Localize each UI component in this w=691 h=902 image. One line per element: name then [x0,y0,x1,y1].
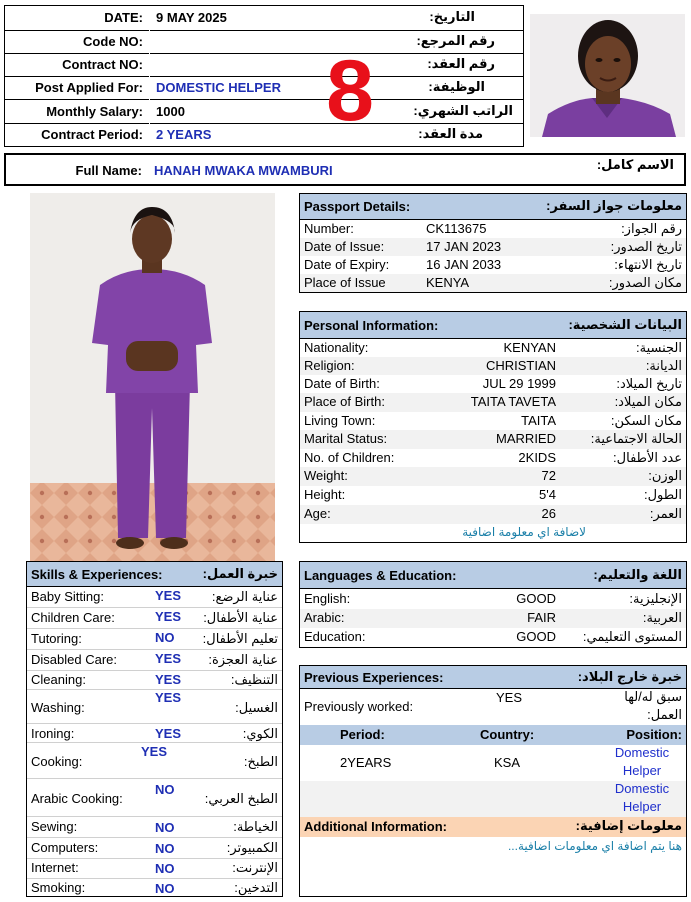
languages-title: Languages & Education: [304,568,457,583]
skill-row: Sewing: NO الخياطة: [31,819,278,835]
skill-row: Disabled Care: YES عناية العجزة: [31,651,278,667]
personal-row: Height: 5'4 الطول: [304,487,682,502]
previously-worked-ar-1: سبق له/لها [624,689,682,704]
full-name-bar [4,153,686,186]
passport-title-ar: معلومات جواز السفر: [546,198,682,213]
headshot-photo [530,14,685,137]
personal-row: Date of Birth: JUL 29 1999 تاريخ الميلاد: [304,376,682,391]
additional-header [300,817,686,837]
personal-row: Weight: 72 الوزن: [300,467,686,486]
col-country: Country: [480,727,535,742]
full-body-photo [30,193,275,561]
passport-title: Passport Details: [304,199,411,214]
full-name-label: Full Name: [75,163,142,178]
skill-row: Computers: NO الكمبيوتر: [31,840,278,856]
passport-row: Date of Expiry: 16 JAN 2033 تاريخ الانتهاء: [304,257,682,272]
experience-columns [300,725,686,745]
salary-value: 1000 [156,104,185,119]
experience-row: Domestic Helper [300,781,686,817]
additional-title: Additional Information: [304,819,447,834]
language-row: Education: GOOD المستوى التعليمي: [304,629,682,644]
col-position: Position: [626,727,682,742]
previously-worked-row [300,689,686,725]
post-label-ar: الوظيفة: [428,79,485,94]
code-label-ar: رقم المرجع: [416,33,495,48]
personal-row: Place of Birth: TAITA TAVETA مكان الميلاد: [300,393,686,412]
big-number: 8 [326,43,374,139]
post-label: Post Applied For: [35,80,143,95]
col-period: Period: [340,727,385,742]
period-label: Contract Period: [41,127,143,142]
header-table [4,5,524,147]
experience-title-ar: خبرة خارج البلاد: [577,669,682,684]
personal-row: Nationality: KENYAN الجنسية: [304,340,682,355]
skill-row: Ironing: YES الكوي: [31,726,278,741]
skill-row: Children Care: YES عناية الأطفال: [31,609,278,625]
full-name-label-ar: الاسم كامل: [596,157,674,172]
personal-row: Living Town: TAITA مكان السكن: [304,413,682,428]
skill-row: Baby Sitting: YES عناية الرضع: [31,588,278,604]
personal-title: Personal Information: [304,318,439,333]
personal-note-ar: لاضافة اي معلومة اضافية [462,525,586,539]
contract-label: Contract NO: [62,57,143,72]
previously-worked-label: Previously worked: [304,699,414,714]
experience-title: Previous Experiences: [304,670,444,685]
date-label-ar: التاريخ: [429,9,475,24]
full-name-value: HANAH MWAKA MWAMBURI [154,163,333,178]
skill-row: Arabic Cooking: NO الطبخ العربي: [31,782,278,806]
date-label: DATE: [104,10,143,25]
contract-label-ar: رقم العقد: [427,56,495,71]
skills-title: Skills & Experiences: [31,567,163,582]
skill-row: Cleaning: YES التنظيف: [31,672,278,687]
passport-row: Date of Issue: 17 JAN 2023 تاريخ الصدور: [300,238,686,256]
additional-title-ar: معلومات إضافية: [575,818,682,833]
personal-title-ar: البيانات الشخصية: [568,317,682,332]
previously-worked-ar-2: العمل: [647,707,682,722]
skill-row: Internet: NO الإنترنت: [31,860,278,876]
experience-row: 2YEARS KSA Domestic Helper [340,745,670,778]
code-label: Code NO: [83,34,143,49]
salary-label-ar: الراتب الشهري: [413,103,513,118]
personal-row: Religion: CHRISTIAN الديانة: [300,357,686,375]
passport-section [299,193,687,293]
salary-label: Monthly Salary: [46,104,143,119]
skills-section [26,561,283,897]
personal-section [299,311,687,543]
passport-row: Number: CK113675 رقم الجواز: [304,221,682,236]
personal-row: No. of Children: 2KIDS عدد الأطفال: [304,450,682,465]
additional-note-ar: هنا يتم اضافة اي معلومات اضافية... [507,839,682,853]
previously-worked-value: YES [496,690,523,705]
skills-title-ar: خبرة العمل: [202,566,278,581]
passport-row: Place of Issue KENYA مكان الصدور: [300,274,686,292]
date-value: 9 MAY 2025 [156,10,227,25]
skill-row: Washing: YES الغسيل: [31,690,278,715]
skill-row: Tutoring: NO تعليم الأطفال: [31,630,278,646]
skill-row: Cooking: YES الطبخ: [31,744,278,769]
languages-title-ar: اللغة والتعليم: [593,567,682,582]
period-value: 2 YEARS [156,127,212,142]
languages-section [299,561,687,648]
post-value: DOMESTIC HELPER [156,80,281,95]
language-row: English: GOOD الإنجليزية: [304,591,682,606]
experience-section [299,665,687,897]
period-label-ar: مدة العقد: [418,126,483,141]
personal-row: Age: 26 العمر: [300,505,686,524]
language-row: Arabic: FAIR العربية: [300,609,686,628]
personal-row: Marital Status: MARRIED الحالة الاجتماعية: [300,430,686,449]
skill-row: Smoking: NO التدخين: [31,880,278,896]
